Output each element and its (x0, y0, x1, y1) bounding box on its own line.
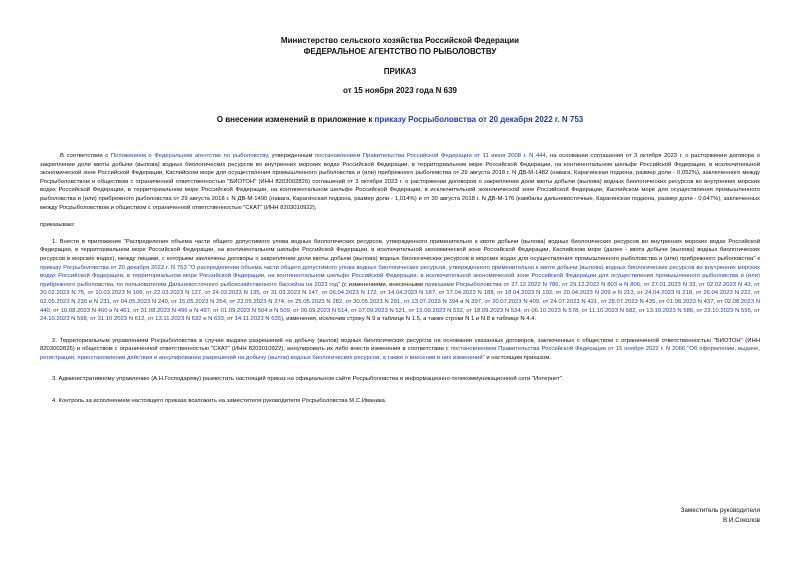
item-1 (40, 238, 760, 324)
item1-text-2: (с изменениями, внесенными (340, 281, 426, 288)
item-4: 4. Контроль за исполнением настоящего приказа возложить на заместителя руководителя Росрыболовства М.С.Иваника. (52, 398, 387, 405)
item1-text-1: 1. Внести в приложение "Распределение объема части общего допустимого улова водных биологических ресурсов, утвержденного применительно к квоте добычи (вылова) водных биологических ресурсов во внутренних морских водах Российской Федерации, в территориальном море Российской Федерации, на континентальном шельфе Российской Федерации, в исключительной экономической зоне Российской Федерации, Каспийском море (далее - квота добычи (вылова) водных биологических ресурсов в морских водах), между лицами, с которыми заключены договоры о закреплении доли квоты добычи (вылова) водных биологических ресурсов в морских водах для осуществления промышленного рыболовства и (или) прибрежного рыболовства" к (40, 238, 760, 262)
item1-order-link[interactable]: приказу Росрыболовства от 20 декабря 2022 г. N 753 (40, 264, 187, 271)
item2-decree-title-link[interactable]: "Об оформлении, выдаче, регистрации, приостановлении действия и аннулировании разрешений на добычу (вылов) водных биологических ресурсов, а также о внесении в них изменений" (40, 346, 760, 361)
order-word: приказываю: (40, 222, 76, 229)
item2-text-2: и настоящим приказом. (484, 354, 551, 361)
intro-text-1: В соответствии с (60, 153, 111, 159)
item2-decree-link[interactable]: постановлением Правительства Российской Федерации от 15 ноября 2022 г. N 2066 (450, 346, 686, 353)
intro-paragraph (40, 152, 760, 212)
item1-order-title-link[interactable]: "О распределении объема части общего допустимого улова водных биологических ресурсов, утвержденного применительно к квоте добычи (вылова) водных биологических ресурсов во внутренних морских водах Российской Федерации, в территориальном море Российской Федерации, на континентальном шельфе Российской Федерации, в исключительной экономической зоне Российской Федерации для осуществления промышленного рыболовства и (или) прибрежного рыболовства, по пользователям Дальневосточного рыбохозяйственного бассейна на 2023 год" (40, 264, 760, 288)
item-3: 3. Административному управлению (А.Н.Господарeву) разместить настоящий приказ на официальном сайте Росрыболовства в информационно-телекоммуникационной сети "Интернет". (52, 376, 564, 383)
signature-block (681, 506, 760, 526)
title-prefix: О внесении изменений в приложение к (216, 115, 375, 124)
doc-date: от 15 ноября 2023 года N 639 (343, 86, 457, 95)
title-order-link[interactable]: приказу Росрыболовства от 20 декабря 2022 г. N 753 (374, 115, 584, 124)
agency-name: ФЕДЕРАЛЬНОЕ АГЕНТСТВО ПО РЫБОЛОВСТВУ (303, 47, 497, 56)
doc-type: ПРИКАЗ (383, 67, 417, 76)
item2-text-1: 2. Территориальным управлениям Росрыболовства в случае выдачи разрешений на добычу (вылов) водных биологических ресурсов на основании указанных договоров, заключенных с обществом с ограниченной ответственностью "БИОТОН" (ИНН 8203002826) и обществом с ограниченной ответственностью "СКАТ" (ИНН 8203010922), аннулировать их либо внести изменения в соответствии с (40, 337, 760, 353)
government-decree-link[interactable]: постановлением Правительства Российской Федерации от 11 июня 2008 г. N 444 (314, 153, 546, 159)
signer-name: В.И.Соколов (722, 516, 760, 524)
item1-text-3: ), изменения, исключив строку N 9 в таблице N 1.5, а также строки N 1 и N 8 в таблице N 4.4. (281, 316, 537, 323)
doc-title (40, 115, 760, 124)
ministry-name: Министерство сельского хозяйства Российской Федерации (280, 36, 520, 45)
doc-body (40, 152, 760, 406)
intro-text-3: , на основании соглашения от 3 октября 2023 г. о расторжении договора о закреплении доли квоты добычи (вылова) водных биологических ресурсов во внутренних морских водах Российской Федерации, в территориальном море Российской Федерации, на континентальном шельфе Российской Федерации, в исключительной экономической зоне Российской Федерации, Каспийском море для осуществления промышленного рыболовства и (или) прибрежного рыболовства от 29 августа 2018 г. N ДВ-М-1482 (навага, Карагинская подзона, размер доли - 0,052%), заключенного между Росрыболовством и обществом с ограниченной ответственностью "БИОТОН" (ИНН 8203002826) соглашений от 3 октября 2023 г. о расторжении договоров о закреплении доли квоты добычи (вылова) водных биологических ресурсов во внутренних морских водах Российской Федерации, в территориальном море Российской Федерации, на континентальном шельфе Российской Федерации, в исключительной экономической зоне Российской Федерации, Каспийском море для осуществления промышленного рыболовства и (или) прибрежного рыболовства от 29 августа 2018 г. N ДВ-М-1490 (навага, Карагинская подзона, размер доли - 1,014%) и от 30 августа 2018 г. N ДВ-М-176 (камбалы дальневосточные, Карагинская подзона, размер доли - 0,647%), заключенных между Росрыболовством и обществом с ограниченной ответственностью "СКАТ" (ИНН 8203010922), (40, 153, 760, 211)
intro-text-2: , утвержденным (267, 153, 315, 159)
item1-amendments-link[interactable]: приказами Росрыболовства от 27.12.2022 N 786, от 29.12.2022 N 803 и N 806, от 27.01.2023 N 33, от 02.02.2023 N 43, от 20.02.2023 N 75, от 10.03.2023 N 106, от 22.03.2023 N 127, от 24.03.2023 N 135, от 31.03.2023 N 147, от 06.04.2023 N 172, от 14.04.2023 N 187, от 17.04.2023 N 188, от 18.04.2023 N 192, от 20.04.2023 N 209 и N 213, от 24.04.2023 N 218, от 26.04.2023 N 222, от 02.05.2023 N 230 и N 231, от 04.05.2023 N 240, от 15.05.2023 N 254, от 22.05.2023 N 274, от 25.05.2023 N 282, от 30.05.2023 N 291, от 13.07.2023 N 394 и N 397, от 20.07.2023 N 409, от 24.07.2023 N 421, от 28.07.2023 N 435, от 01.08.2023 N 437, от 02.08.2023 N 440, от 16.08.2023 N 460 и N 461, от 31.08.2023 N 496 и N 497, от 01.09.2023 N 504 и N 509, от 06.09.2023 N 514, от 07.09.2023 N 521, от 15.09.2023 N 532, от 18.09.2023 N 534, от 06.10.2023 N 578, от 11.10.2023 N 582, от 13.10.2023 N 586, от 23.10.2023 N 595, от 24.10.2023 N 598, от 31.10.2023 N 612, от 13.11.2023 N 632 и N 633, от 14.11.2023 N 635 (40, 281, 761, 323)
item-2 (40, 337, 760, 363)
signer-position: Заместитель руководителя (680, 507, 760, 514)
regulation-link[interactable]: Положением о Федеральном агентстве по рыболовству (110, 153, 268, 159)
